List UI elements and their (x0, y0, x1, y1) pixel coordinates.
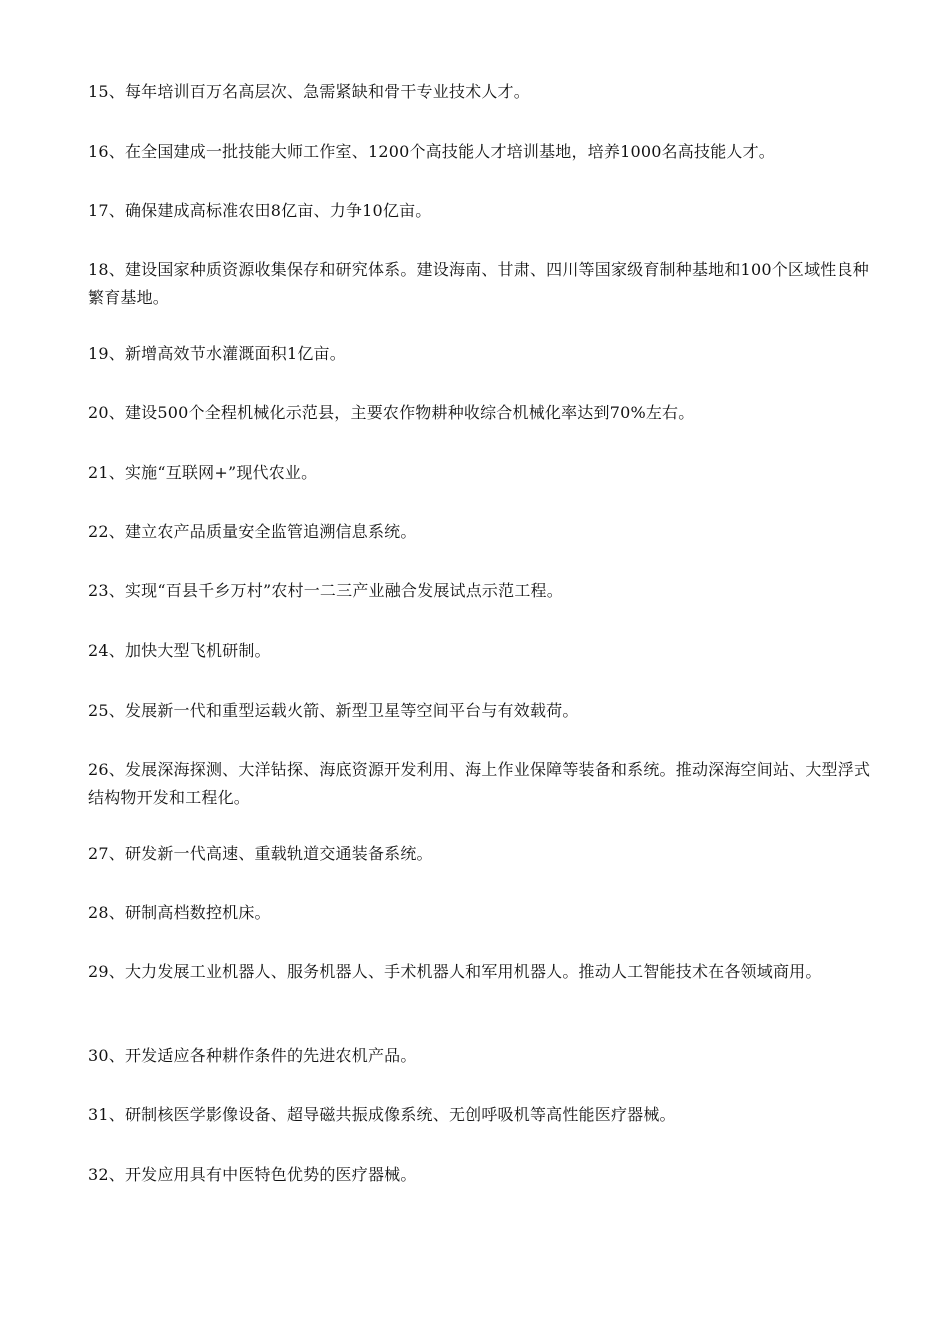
list-item-30: 30、开发适应各种耕作条件的先进农机产品。 (88, 1046, 417, 1065)
list-item-17: 17、确保建成高标准农田8亿亩、力争10亿亩。 (88, 201, 432, 220)
list-item-20: 20、建设500个全程机械化示范县，主要农作物耕种收综合机械化率达到70%左右。 (88, 403, 695, 422)
list-item-19: 19、新增高效节水灌溉面积1亿亩。 (88, 344, 346, 363)
list-item-29: 29、大力发展工业机器人、服务机器人、手术机器人和军用机器人。推动人工智能技术在各领域商用。 (88, 962, 822, 981)
list-item-26: 26、发展深海探测、大洋钻探、海底资源开发利用、海上作业保障等装备和系统。推动深海空间站、大型浮式结构物开发和工程化。 (88, 760, 871, 807)
list-item-25: 25、发展新一代和重型运载火箭、新型卫星等空间平台与有效载荷。 (88, 701, 579, 720)
list-item-24: 24、加快大型飞机研制。 (88, 641, 271, 660)
list-item-27: 27、研发新一代高速、重载轨道交通装备系统。 (88, 844, 433, 863)
list-item-28: 28、研制高档数控机床。 (88, 903, 271, 922)
list-item-15: 15、每年培训百万名高层次、急需紧缺和骨干专业技术人才。 (88, 82, 530, 101)
list-item-16: 16、在全国建成一批技能大师工作室、1200个高技能人才培训基地，培养1000名高技能人才。 (88, 142, 775, 161)
list-item-18: 18、建设国家种质资源收集保存和研究体系。建设海南、甘肃、四川等国家级育制种基地和100个区域性良种繁育基地。 (88, 260, 869, 307)
list-item-32: 32、开发应用具有中医特色优势的医疗器械。 (88, 1165, 417, 1184)
list-item-22: 22、建立农产品质量安全监管追溯信息系统。 (88, 522, 417, 541)
list-item-31: 31、研制核医学影像设备、超导磁共振成像系统、无创呼吸机等高性能医疗器械。 (88, 1105, 676, 1124)
list-item-21: 21、实施“互联网+”现代农业。 (88, 463, 318, 482)
list-item-23: 23、实现“百县千乡万村”农村一二三产业融合发展试点示范工程。 (88, 581, 563, 600)
